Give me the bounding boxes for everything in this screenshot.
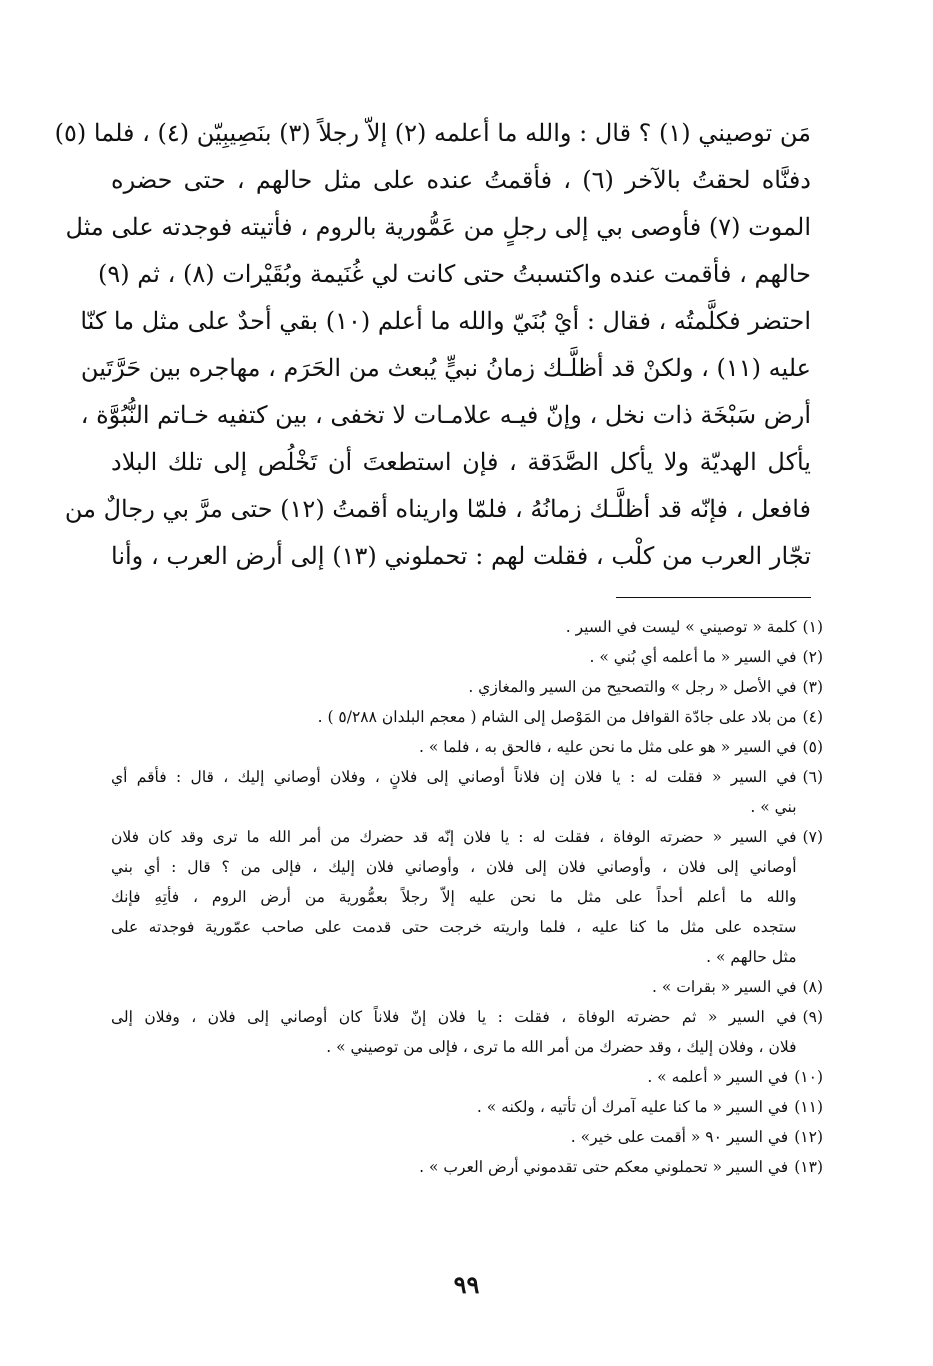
main-text-line: فافعل ، فإنّه قد أظلَّـك زمانُهُ ، فلمّا واريناه أقمتُ (١٢) حتى مرَّ بي رجالٌ من	[64, 495, 811, 523]
footnote-number: (٣)	[802, 678, 823, 696]
footnote	[111, 972, 823, 1002]
footnote-text	[111, 1152, 788, 1182]
footnote-line: في السير « هو على مثل ما نحن عليه ، فالحق به ، فلما » .	[418, 738, 797, 756]
main-text-line: تجّار العرب من كلْب ، فقلت لهم : تحملوني (١٣) إلى أرض العرب ، وأنا	[111, 542, 812, 570]
footnote-line: في السير « تحملوني معكم حتى تقدموني أرض العرب » .	[419, 1158, 789, 1176]
footnote	[111, 1092, 823, 1122]
footnote-number: (٨)	[802, 978, 823, 996]
footnote-line: أوصاني إلى فلان ، وأوصاني فلان إلى فلان ، وأوصاني فلان إليك ، فإلى من ؟ قال : أي بني	[111, 858, 797, 876]
page-number: ٩٩	[453, 1270, 480, 1299]
main-text-line: أرض سَبْخَة ذات نخل ، وإنّ فيـه علامـات لا تخفى ، بين كتفيه خـاتم النُّبُوَّة ،	[80, 401, 811, 429]
footnote-number: (٦)	[802, 768, 823, 786]
footnote-line: بني » .	[750, 798, 797, 816]
main-text-line: مَن توصيني (١) ؟ قال : والله ما أعلمه (٢) إلاّ رجلاً (٣) بنَصِيبِيّن (٤) ، فلما (٥)	[54, 119, 811, 147]
main-text-line: احتضر فكلَّمتُه ، فقال : أيْ بُنَيّ والله ما أعلم (١٠) بقي أحدٌ على مثل ما كنّا	[80, 307, 811, 335]
footnote-line: في السير « ما أعلمه أي بُني » .	[589, 648, 797, 666]
footnote-number: (١)	[802, 618, 823, 636]
footnote	[111, 642, 823, 672]
footnote	[111, 702, 823, 732]
footnote-number: (٧)	[802, 828, 823, 846]
footnote	[111, 732, 823, 762]
footnote-text	[111, 642, 797, 672]
footnote-line: مثل حالهم » .	[706, 948, 797, 966]
footnote-text	[111, 762, 797, 822]
footnote-number: (٢)	[802, 648, 823, 666]
footnote-line: في السير « ما كنا عليه آمرك أن تأتيه ، ولكنه » .	[476, 1098, 789, 1116]
main-text-block	[54, 110, 812, 580]
footnote-number: (٥)	[802, 738, 823, 756]
footnote-number: (٤)	[802, 708, 823, 726]
footnote	[111, 822, 823, 972]
footnote	[111, 672, 823, 702]
footnote-number: (١٢)	[794, 1128, 823, 1146]
footnotes	[111, 612, 823, 1182]
footnote-line: كلمة « توصيني » ليست في السير .	[565, 618, 797, 636]
main-text-line: يأكل الهديّة ولا يأكل الصَّدَقة ، فإن استطعتَ أن تَخْلُص إلى تلك البلاد	[111, 448, 811, 476]
footnote-text	[111, 612, 797, 642]
footnote-line: في السير « فقلت له : يا فلان إن فلاناً أوصاني إلى فلانٍ ، وفلان أوصاني إليك ، قال : فأقم أي	[111, 768, 797, 786]
footnote	[111, 1152, 823, 1182]
footnote-line: في السير ٩٠ « أقمت على خير» .	[570, 1128, 789, 1146]
main-text-line: حالهم ، فأقمت عنده واكتسبتُ حتى كانت لي غُنَيمة وبُقَيْرات (٨) ، ثم (٩)	[98, 260, 811, 288]
footnote-line: من بلاد على جادّة القوافل من المَوْصل إلى الشام ( معجم البلدان ٥/٢٨٨ ) .	[317, 708, 797, 726]
footnote-number: (١١)	[794, 1098, 823, 1116]
footnote-text	[111, 702, 797, 732]
footnote-line: والله ما أعلم أحداً على مثل ما نحن عليه إلاّ رجلاً بعمُّورية من أرض الروم ، فأتِهِ فإنك	[111, 888, 797, 906]
footnote-line: في السير « ثم حضرته الوفاة ، فقلت : يا فلان إنّ فلاناً كان أوصاني إلى فلان ، وفلان إلى	[111, 1008, 797, 1026]
footnote-separator	[616, 597, 811, 598]
footnote-text	[111, 732, 797, 762]
main-text-line: دفنَّاه لحقتُ بالآخر (٦) ، فأقمتُ عنده على مثل حالهم ، حتى حضره	[111, 166, 811, 194]
footnote-text	[111, 1092, 788, 1122]
main-text-line: الموت (٧) فأوصى بي إلى رجلٍ من عَمُّورية بالروم ، فأتيته فوجدته على مثل	[65, 213, 811, 241]
footnote	[111, 1062, 823, 1092]
footnote-number: (١٣)	[794, 1158, 823, 1176]
footnote-line: في الأصل « رجل » والتصحيح من السير والمغازي .	[468, 678, 797, 696]
footnote	[111, 762, 823, 822]
footnote-text	[111, 1062, 788, 1092]
footnote-number: (١٠)	[794, 1068, 823, 1086]
footnote-line: في السير « أعلمه » .	[647, 1068, 789, 1086]
footnote	[111, 1002, 823, 1062]
footnote	[111, 1122, 823, 1152]
footnote-text	[111, 822, 797, 972]
footnote-line: فلان ، وفلان إليك ، وقد حضرك من أمر الله ما ترى ، فإلى من توصيني » .	[326, 1038, 797, 1056]
footnote	[111, 612, 823, 642]
footnote-text	[111, 1122, 788, 1152]
footnote-text	[111, 972, 797, 1002]
footnote-line: ستجده على مثل ما كنا عليه ، فلما واريته خرجت حتى قدمت على صاحب عمّورية فوجدته على	[111, 918, 797, 936]
footnote-line: في السير « بقرات » .	[651, 978, 797, 996]
footnote-text	[111, 1002, 797, 1062]
main-text-line: عليه (١١) ، ولكنْ قد أظلَّـك زمانُ نبيٍّ يُبعث من الحَرَم ، مهاجره بين حَرَّتَين	[80, 354, 811, 382]
footnote-line: في السير « حضرته الوفاة ، فقلت له : يا فلان إنّه قد حضرك من أمر الله ما ترى وقد كان فلان	[111, 828, 797, 846]
footnote-text	[111, 672, 797, 702]
footnote-number: (٩)	[802, 1008, 823, 1026]
